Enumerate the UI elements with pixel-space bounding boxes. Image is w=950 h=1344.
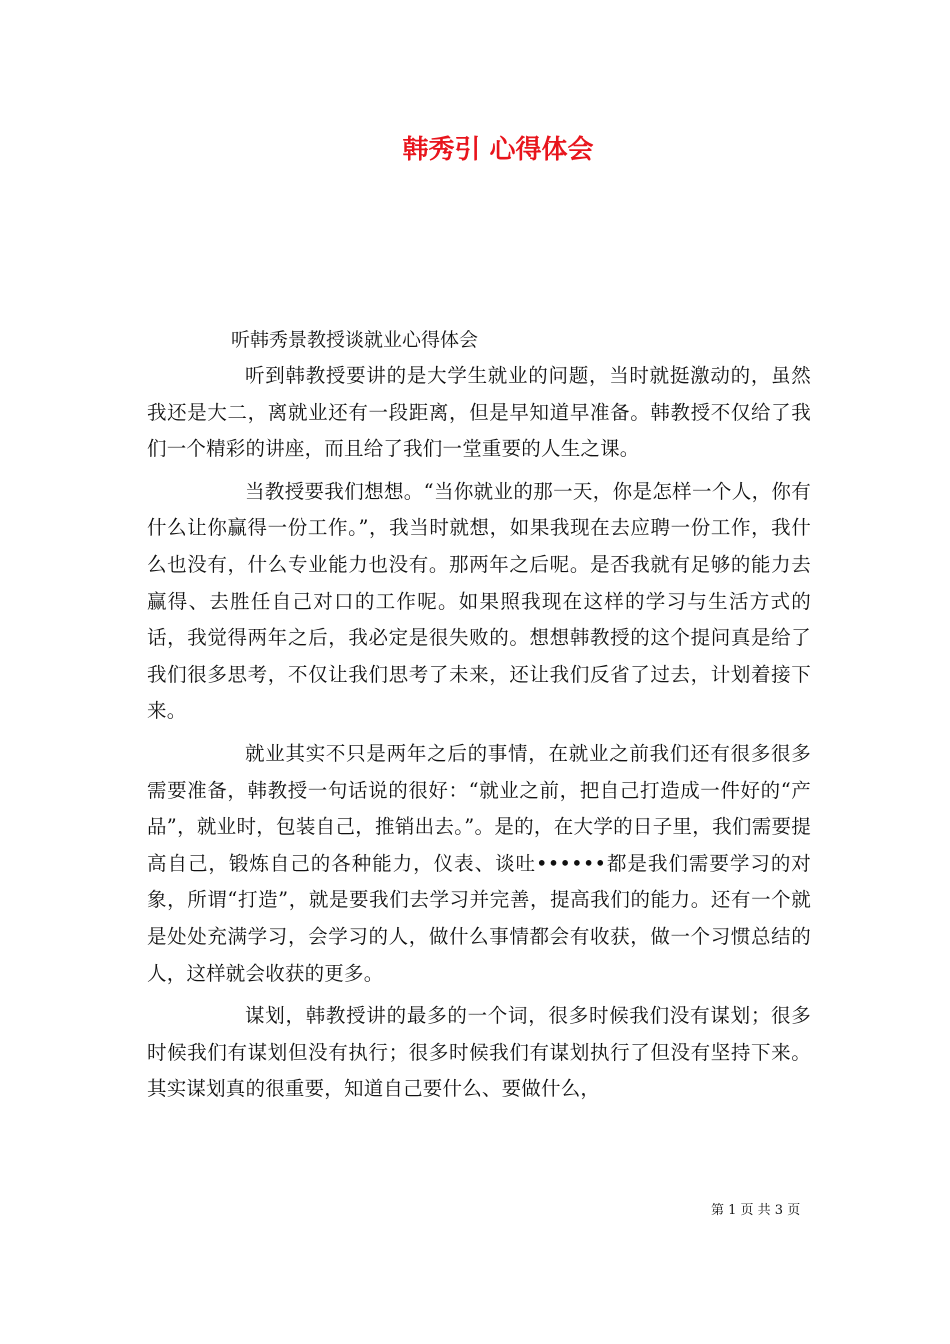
body-paragraph: 听到韩教授要讲的是大学生就业的问题，当时就挺激动的，虽然我还是大二，离就业还有一段距离，但是早知道早准备。韩教授不仅给了我们一个精彩的讲座，而且给了我们一堂重要的人生之课。 [147, 364, 811, 461]
page-number: 第 1 页 共 3 页 [711, 1203, 801, 1218]
document-subtitle: 听韩秀景教授谈就业心得体会 [231, 329, 479, 351]
body-paragraph: 就业其实不只是两年之后的事情，在就业之前我们还有很多很多需要准备，韩教授一句话说的很好：“就业之前，把自己打造成一件好的“产品”，就业时，包装自己，推销出去。”。是的，在大学的日子里，我们需要提高自己，锻炼自己的各种能力，仪表、谈吐••••••都是我们需要学习的对象，所谓“打造”，就是要我们去学习并完善，提高我们的能力。还有一个就是处处充满学习，会学习的人，做什么事情都会有收获，做一个习惯总结的人，这样就会收获的更多。 [147, 741, 811, 985]
body-paragraph: 当教授要我们想想。“当你就业的那一天，你是怎样一个人，你有什么让你赢得一份工作。”，我当时就想，如果我现在去应聘一份工作，我什么也没有，什么专业能力也没有。那两年之后呢。是否我就有足够的能力去赢得、去胜任自己对口的工作呢。如果照我现在这样的学习与生活方式的话，我觉得两年之后，我必定是很失败的。想想韩教授的这个提问真是给了我们很多思考，不仅让我们思考了未来，还让我们反省了过去，计划着接下来。 [147, 479, 811, 723]
body-paragraph: 谋划，韩教授讲的最多的一个词，很多时候我们没有谋划；很多时候我们有谋划但没有执行；很多时候我们有谋划执行了但没有坚持下来。其实谋划真的很重要，知道自己要什么、要做什么， [147, 1004, 811, 1101]
document-title: 韩秀引 心得体会 [402, 135, 594, 165]
document-body [147, 358, 811, 1114]
